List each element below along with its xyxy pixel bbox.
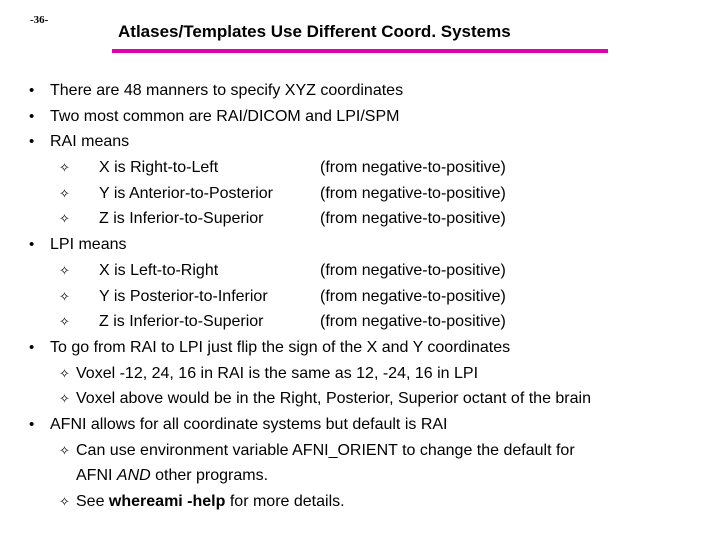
sub-bullet-text: Z is Inferior-to-Superior <box>99 210 264 228</box>
list-item <box>28 412 708 438</box>
sub-list-item-continuation <box>28 463 708 489</box>
sub-list-item <box>28 284 708 310</box>
sub-list-item <box>28 206 708 232</box>
sub-bullet-text: See <box>76 493 109 510</box>
sub-bullet-text: Y is Posterior-to-Inferior <box>99 287 268 305</box>
list-item <box>28 78 708 104</box>
bullet-text: There are 48 manners to specify XYZ coordinates <box>50 82 404 99</box>
four-point-star-icon: ✧ <box>59 288 70 304</box>
sub-list-item <box>28 155 708 181</box>
four-point-star-icon: ✧ <box>59 391 70 407</box>
sub-list-item <box>28 489 708 515</box>
list-item <box>28 232 708 258</box>
bullet-text: RAI means <box>50 133 130 151</box>
sub-list-item <box>28 181 708 207</box>
sub-list-item <box>28 438 708 464</box>
bullet-text: Two most common are RAI/DICOM and LPI/SPM <box>50 107 400 125</box>
sub-list-item <box>28 386 708 412</box>
list-item <box>28 129 708 155</box>
sub-bullet-text: X is Left-to-Right <box>99 261 219 279</box>
list-item <box>28 104 708 130</box>
four-point-star-icon: ✧ <box>59 442 70 458</box>
bullet-dot-icon: • <box>29 236 35 254</box>
bullet-text: AFNI allows for all coordinate systems but default is RAI <box>50 415 448 433</box>
bullet-list <box>28 78 708 515</box>
sub-bullet-note: (from negative-to-positive) <box>320 313 506 331</box>
sub-bullet-note: (from negative-to-positive) <box>320 287 506 305</box>
sub-bullet-text: Y is Anterior-to-Posterior <box>99 184 273 202</box>
bullet-text: LPI means <box>50 236 127 254</box>
sub-bullet-note: (from negative-to-positive) <box>320 159 506 177</box>
bullet-dot-icon: • <box>29 107 35 125</box>
title-underline <box>112 49 608 53</box>
slide-title: Atlases/Templates Use Different Coord. Systems <box>118 22 511 41</box>
sub-bullet-text: Voxel -12, 24, 16 in RAI is the same as 12, -24, 16 in LPI <box>76 364 479 382</box>
four-point-star-icon: ✧ <box>59 365 70 381</box>
bullet-dot-icon: • <box>29 338 35 356</box>
four-point-star-icon: ✧ <box>59 494 70 509</box>
bullet-text: To go from RAI to LPI just flip the sign of the X and Y coordinates <box>50 338 511 356</box>
command-text: whereami -help <box>108 493 226 510</box>
sub-bullet-text: X is Right-to-Left <box>99 159 219 177</box>
sub-bullet-text-end: for more details. <box>225 493 345 510</box>
four-point-star-icon: ✧ <box>59 185 70 201</box>
continuation-text: AFNI <box>76 467 117 485</box>
continuation-text-end: other programs. <box>150 467 269 485</box>
sub-bullet-note: (from negative-to-positive) <box>320 210 506 228</box>
bullet-dot-icon: • <box>29 133 35 151</box>
four-point-star-icon: ✧ <box>59 314 70 330</box>
sub-bullet-text: Can use environment variable AFNI_ORIENT to change the default for <box>76 441 575 459</box>
bullet-dot-icon: • <box>29 415 35 433</box>
sub-list-item <box>28 361 708 387</box>
list-item <box>28 335 708 361</box>
sub-bullet-note: (from negative-to-positive) <box>320 261 506 279</box>
four-point-star-icon: ✧ <box>59 160 70 176</box>
bullet-dot-icon: • <box>29 82 35 99</box>
four-point-star-icon: ✧ <box>59 211 70 227</box>
sub-list-item <box>28 258 708 284</box>
sub-bullet-text: Voxel above would be in the Right, Posterior, Superior octant of the brain <box>76 390 591 408</box>
emphasis-text: AND <box>116 467 151 485</box>
four-point-star-icon: ✧ <box>59 262 70 278</box>
sub-bullet-text: Z is Inferior-to-Superior <box>99 313 264 331</box>
sub-list-item <box>28 309 708 335</box>
sub-bullet-note: (from negative-to-positive) <box>320 184 506 202</box>
page-number: -36- <box>30 14 49 26</box>
